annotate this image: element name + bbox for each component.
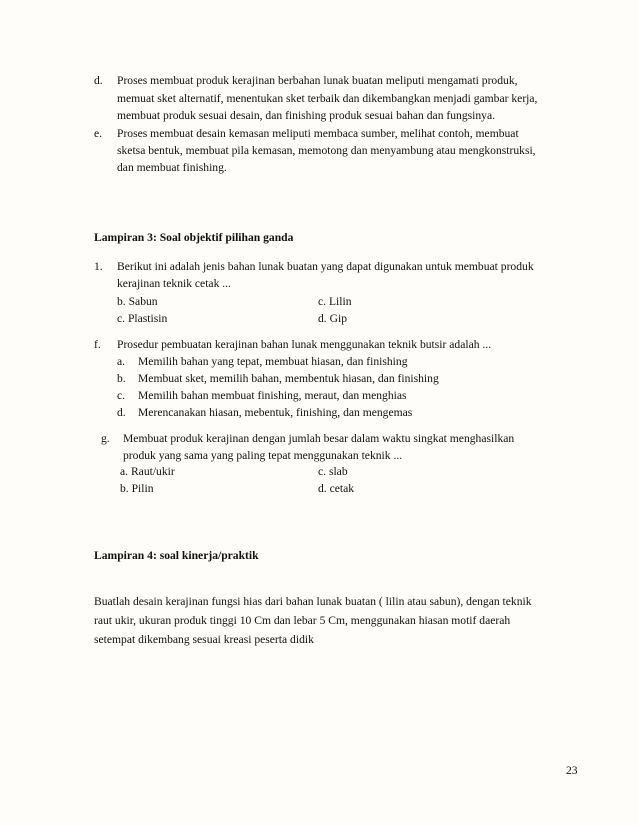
q1-line-2: kerajinan teknik cetak ... [117, 277, 231, 290]
qf-option-text: Membuat sket, memilih bahan, membentuk hiasan, dan finishing [138, 372, 439, 385]
item-e-line-2: sketsa bentuk, membuat pila kemasan, memotong dan menyambung atau mengkonstruksi, [117, 144, 536, 157]
qf-option-marker: a. [117, 355, 126, 368]
q1-option: b. Sabun [117, 295, 158, 308]
qg-line-2: produk yang sama yang paling tepat menggunakan teknik ... [123, 449, 403, 462]
lampiran4-line-2: raut ukir, ukuran produk tinggi 10 Cm dan lebar 5 Cm, menggunakan hiasan motif daerah [94, 614, 511, 627]
item-d-line-3: membuat produk sesuai desain, dan finishing produk sesuai bahan dan fungsinya. [117, 109, 496, 122]
qg-option: d. cetak [318, 482, 355, 495]
qg-line-1: Membuat produk kerajinan dengan jumlah besar dalam waktu singkat menghasilkan [123, 432, 515, 445]
qf-option-marker: c. [117, 389, 126, 402]
q1-option: d. Gip [318, 312, 347, 325]
qg-option: c. slab [318, 465, 348, 478]
qg-option: b. Pilin [120, 482, 154, 495]
q1-option: c. Plastisin [117, 312, 168, 325]
item-e-line-3: dan membuat finishing. [117, 161, 227, 174]
qf-option-marker: b. [117, 372, 126, 385]
page-number: 23 [566, 764, 578, 777]
qf-option-text: Memilih bahan yang tepat, membuat hiasan, dan finishing [138, 355, 408, 368]
q1-marker: 1. [94, 260, 103, 273]
lampiran4-line-1: Buatlah desain kerajinan fungsi hias dari bahan lunak buatan ( lilin atau sabun), dengan teknik [94, 595, 532, 608]
item-d-line-2: memuat sket alternatif, menentukan sket terbaik dan dikembangkan menjadi gambar kerja, [117, 92, 538, 105]
qg-marker: g. [101, 432, 110, 445]
lampiran4-title: Lampiran 4: soal kinerja/praktik [94, 549, 259, 562]
qf-option-text: Memilih bahan membuat finishing, meraut, dan menghias [138, 389, 407, 402]
q1-option: c. Lilin [318, 295, 352, 308]
qf-text: Prosedur pembuatan kerajinan bahan lunak menggunakan teknik butsir adalah ... [117, 338, 492, 351]
item-e-marker: e. [94, 127, 103, 140]
item-d-marker: d. [94, 74, 103, 87]
lampiran3-title: Lampiran 3: Soal objektif pilihan ganda [94, 231, 294, 244]
item-d-line-1: Proses membuat produk kerajinan berbahan lunak buatan meliputi mengamati produk, [117, 74, 518, 87]
qf-marker: f. [94, 338, 101, 351]
item-e-line-1: Proses membuat desain kemasan meliputi membaca sumber, melihat contoh, membuat [117, 127, 519, 140]
lampiran4-line-3: setempat dikembang sesuai kreasi peserta didik [94, 633, 314, 646]
qg-option: a. Raut/ukir [120, 465, 175, 478]
qf-option-marker: d. [117, 406, 126, 419]
q1-line-1: Berikut ini adalah jenis bahan lunak buatan yang dapat digunakan untuk membuat produk [117, 260, 534, 273]
qf-option-text: Merencanakan hiasan, mebentuk, finishing, dan mengemas [138, 406, 413, 419]
